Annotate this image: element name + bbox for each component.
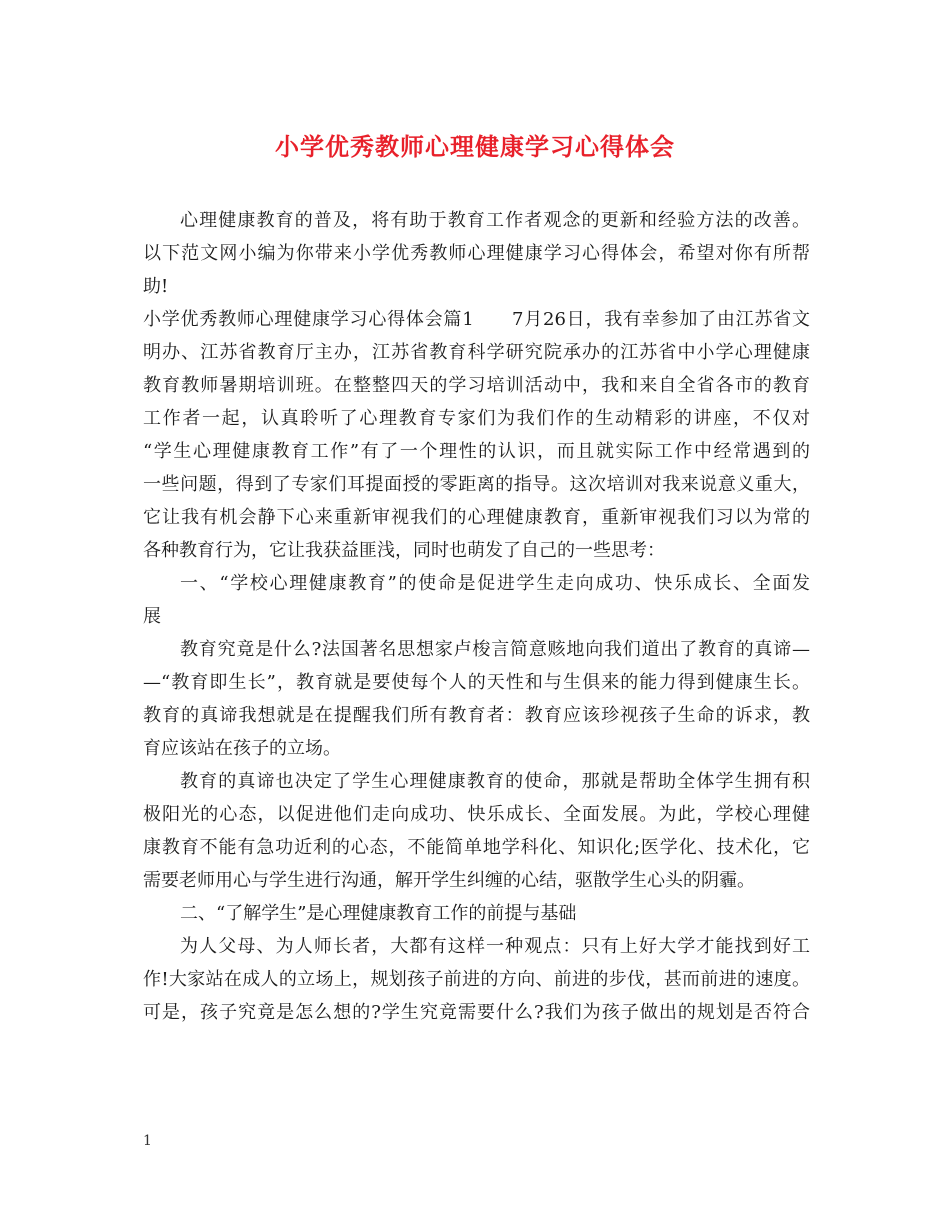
paragraph-line: 明办、江苏省教育厅主办，江苏省教育科学研究院承办的江苏省中小学心理健康: [143, 342, 810, 363]
paragraph-line: 可是，孩子究竟是怎么想的?学生究竟需要什么?我们为孩子做出的规划是否符合: [143, 1002, 810, 1023]
document-title: 小学优秀教师心理健康学习心得体会: [275, 132, 675, 161]
document-body: [143, 204, 810, 1029]
paragraph-line: 以下范文网小编为你带来小学优秀教师心理健康学习心得体会，希望对你有所帮: [143, 243, 810, 264]
section-heading-line: 一、“学校心理健康教育”的使命是促进学生走向成功、快乐成长、全面发: [180, 573, 810, 594]
paragraph-line: “学生心理健康教育工作”有了一个理性的认识，而且就实际工作中经常遇到的: [143, 441, 810, 462]
paragraph-line: —“教育即生长”，教育就是要使每个人的天性和与生俱来的能力得到健康生长。: [143, 672, 810, 693]
paragraph-line: 为人父母、为人师长者，大都有这样一种观点：只有上好大学才能找到好工: [180, 936, 810, 957]
section-heading-line: 展: [143, 606, 161, 627]
page-number: 1: [143, 1133, 152, 1149]
paragraph-line: 小学优秀教师心理健康学习心得体会篇1 7月26日，我有幸参加了由江苏省文: [143, 309, 810, 330]
paragraph-line: 各种教育行为，它让我获益匪浅，同时也萌发了自己的一些思考：: [143, 540, 665, 561]
paragraph-line: 助!: [143, 276, 169, 297]
paragraph-line: 工作者一起，认真聆听了心理教育专家们为我们作的生动精彩的讲座，不仅对: [143, 408, 810, 429]
paragraph-line: 作!大家站在成人的立场上，规划孩子前进的方向、前进的步伐，甚而前进的速度。: [143, 969, 810, 990]
paragraph-line: 教育的真谛也决定了学生心理健康教育的使命，那就是帮助全体学生拥有积: [180, 771, 810, 792]
paragraph-line: 康教育不能有急功近利的心态，不能简单地学科化、知识化;医学化、技术化，它: [143, 837, 810, 858]
section-heading-line: 二、“了解学生”是心理健康教育工作的前提与基础: [180, 903, 577, 924]
paragraph-line: 教育教师暑期培训班。在整整四天的学习培训活动中，我和来自全省各市的教育: [143, 375, 810, 396]
paragraph-line: 教育究竟是什么?法国著名思想家卢梭言简意赅地向我们道出了教育的真谛—: [180, 639, 810, 660]
paragraph-line: 育应该站在孩子的立场。: [143, 738, 341, 759]
paragraph-line: 它让我有机会静下心来重新审视我们的心理健康教育，重新审视我们习以为常的: [143, 507, 810, 528]
paragraph-line: 需要老师用心与学生进行沟通，解开学生纠缠的心结，驱散学生心头的阴霾。: [143, 870, 755, 891]
paragraph-line: 极阳光的心态，以促进他们走向成功、快乐成长、全面发展。为此，学校心理健: [143, 804, 810, 825]
paragraph-line: 心理健康教育的普及，将有助于教育工作者观念的更新和经验方法的改善。: [180, 210, 810, 231]
paragraph-line: 一些问题，得到了专家们耳提面授的零距离的指导。这次培训对我来说意义重大，: [143, 474, 810, 495]
paragraph-line: 教育的真谛我想就是在提醒我们所有教育者：教育应该珍视孩子生命的诉求，教: [143, 705, 810, 726]
